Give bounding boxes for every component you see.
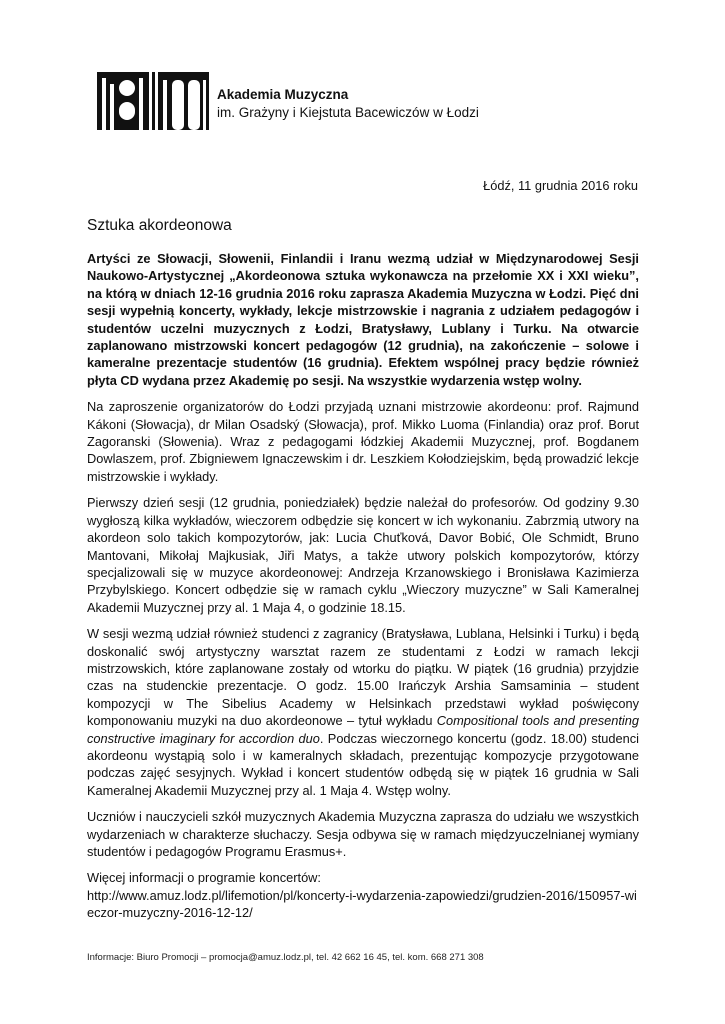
more-info-label: Więcej informacji o programie koncertów: <box>87 870 321 886</box>
more-info-link[interactable]: http://www.amuz.lodz.pl/lifemotion/pl/koncerty-i-wydarzenia-zapowiedzi/grudzien-2016/150957-wieczor-muzyczny-2016-12-12/ <box>87 887 637 921</box>
document-date: Łódź, 11 grudnia 2016 roku <box>483 178 638 193</box>
institution-name <box>217 86 479 122</box>
paragraph-invitation: Uczniów i nauczycieli szkół muzycznych Akademia Muzyczna zaprasza do udziału we wszystkich wydarzeniach w charakterze słuchaczy. Sesja odbywa się w ramach międzyuczelnianej wymiany studentów i pedagogów Programu Erasmus+. <box>87 809 639 859</box>
paragraph-first-day: Pierwszy dzień sesji (12 grudnia, poniedziałek) będzie należał do profesorów. Od godziny 9.30 wygłoszą kilka wykładów, wieczorem odbędzie się koncert w ich wykonaniu. Zabrzmią utwory na akordeon solo takich kompozytorów, jak: Lucia Chuťková, Davor Bobić, Ole Schmidt, Bruno Mantovani, Mikołaj Majkusiak, Jiři Matys, a także utwory polskich kompozytorów, którzy specjalizowali się w muzyce akordeonowej: Andrzeja Krzanowskiego i Bronisława Kazimierza Przybylskiego. Koncert odbędzie się w ramach cyklu „Wieczory muzyczne” w Sali Kameralnej Akademii Muzycznej przy al. 1 Maja 4, o godzinie 18.15. <box>87 495 639 615</box>
lead-paragraph: Artyści ze Słowacji, Słowenii, Finlandii i Iranu wezmą udział w Międzynarodowej Sesji Naukowo-Artystycznej „Akordeonowa sztuka wykonawcza na przełomie XX i XXI wieku”, na którą w dniach 12-16 grudnia 2016 roku zaprasza Akademia Muzyczna w Łodzi. Pięć dni sesji wypełnią koncerty, wykłady, lekcje mistrzowskie i nagrania z udziałem pedagogów i studentów uczelni muzycznych z Łodzi, Bratysławy, Lublany i Turku. Na otwarcie zaplanowano mistrzowski koncert pedagogów (12 grudnia), na zakończenie – solowe i kameralne prezentacje studentów (16 grudnia). Efektem wspólnej pracy będzie również płyta CD wydana przez Akademię po sesji. Na wszystkie wydarzenia wstęp wolny. <box>87 251 639 388</box>
more-info <box>87 869 639 921</box>
paragraph-students-text-a: W sesji wezmą udział również studenci z zagranicy (Bratysława, Lublana, Helsinki i Turku) i będą doskonalić swój artystyczny warsztat razem ze studentami z Łodzi w ramach lekcji mistrzowskich, które zaplanowane zostały od wtorku do piątku. W piątek (16 grudnia) przyjdzie czas na studenckie prezentacje. O godz. 15.00 Irańczyk Arshia Samsaminia – student kompozycji w The Sibelius Academy w Helsinkach przedstawi wykład poświęcony komponowaniu muzyki na duo akordeonowe – tytuł wykładu <box>87 626 639 729</box>
lecture-title: Compositional tools and presenting constructive imaginary for accordion duo <box>87 713 639 746</box>
footer-contact: Informacje: Biuro Promocji – promocja@amuz.lodz.pl, tel. 42 662 16 45, tel. kom. 668 271 308 <box>87 952 484 963</box>
institution-subtitle: im. Grażyny i Kiejstuta Bacewiczów w Łodzi <box>217 105 479 120</box>
article-body <box>87 250 639 931</box>
paragraph-students-text-b: . Podczas wieczornego koncertu (godz. 18.00) studenci akordeonu wystąpią solo i w kameralnych składach, prezentując kompozycje przygotowane podczas zajęć sesyjnych. Wykład i koncert studentów odbędą się w piątek 16 grudnia w Sali Kameralnej Akademii Muzycznej przy al. 1 Maja 4. Wstęp wolny. <box>87 730 639 798</box>
paragraph-masters: Na zaproszenie organizatorów do Łodzi przyjadą uznani mistrzowie akordeonu: prof. Rajmund Kákoni (Słowacja), dr Milan Osadský (Słowacja), prof. Mikko Luoma (Finlandia) oraz prof. Borut Zagoranski (Słowenia). Wraz z pedagogami łódzkiej Akademii Muzycznej, prof. Bogdanem Dowlaszem, prof. Zbigniewem Ignaczewskim i dr. Leszkiem Kołodziejskim, będą prowadzić lekcje mistrzowskie i wykłady. <box>87 399 639 484</box>
am-piano-keys-logo-icon <box>97 72 209 130</box>
paragraph-students <box>87 625 639 799</box>
page-title: Sztuka akordeonowa <box>87 217 232 234</box>
institution-title: Akademia Muzyczna <box>217 87 349 102</box>
